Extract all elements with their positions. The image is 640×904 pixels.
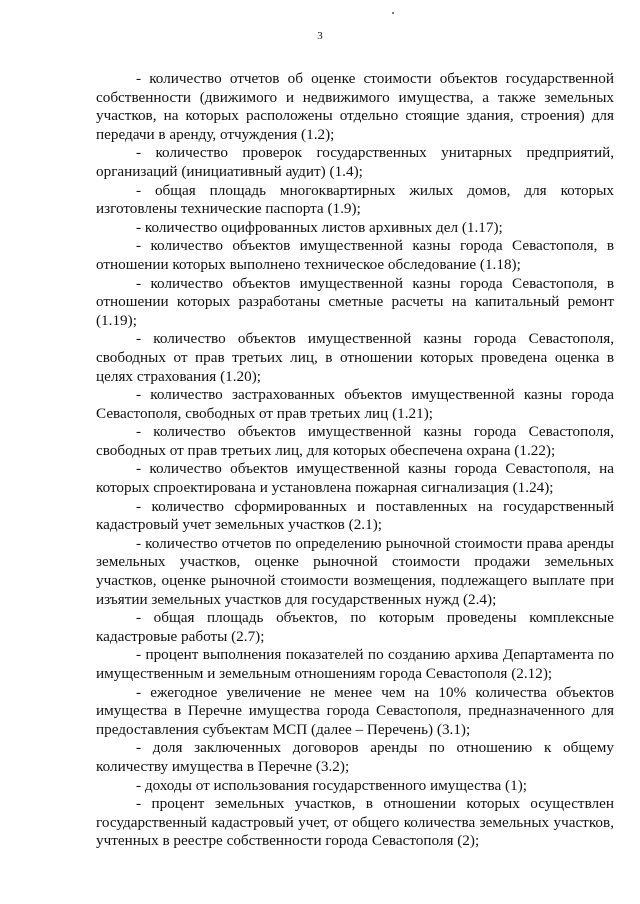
list-item: - доходы от использования государственного имущества (1); <box>136 776 527 794</box>
list-item: - процент выполнения показателей по созданию архива Департамента по имущественным и земельным отношениям города Севастополя (2.12); <box>96 646 614 682</box>
list-item: - количество объектов имущественной казны города Севастополя, в отношении которых выполнено техническое обследование (1.18); <box>96 237 614 273</box>
list-item: - количество застрахованных объектов имущественной казны города Севастополя, свободных от прав третьих лиц (1.21); <box>96 386 614 422</box>
scan-dot <box>392 12 394 14</box>
list-item: - количество оцифрованных листов архивных дел (1.17); <box>136 218 503 236</box>
list-item: - количество объектов имущественной казны города Севастополя, на которых спроектирована и установлена пожарная сигнализация (1.24); <box>96 460 614 497</box>
list-item: - количество объектов имущественной казны города Севастополя, свободных от прав третьих лиц, в отношении которых проведена оценка в целях страхования (1.20); <box>96 330 614 385</box>
list-item: - ежегодное увеличение не менее чем на 10% количества объектов имущества в Перечне имущества города Севастополя, предназначенного для предоставления субъектам МСП (далее – Перечень) (3.1); <box>96 683 614 738</box>
list-item: - количество объектов имущественной казны города Севастополя, в отношении которых разработаны сметные расчеты на капитальный ремонт (1.19); <box>96 274 614 329</box>
list-item: - количество отчетов по определению рыночной стоимости права аренды земельных участков, оценке рыночной стоимости продажи земельных участков, оценке рыночной стоимости возмещения, подлежащего выплате при изъятии земельных участков для государственных нужд (2.4); <box>96 534 614 608</box>
list-item: - общая площадь объектов, по которым проведены комплексные кадастровые работы (2.7); <box>96 609 614 645</box>
list-item: - количество отчетов об оценке стоимости объектов государственной собственности (движимого и недвижимого имущества, а также земельных участков, на которых расположены отдельно стоящие здания, строения) для передачи в аренду, отчуждения (1.2); <box>96 70 614 143</box>
indicator-list <box>96 70 614 851</box>
list-item: - общая площадь многоквартирных жилых домов, для которых изготовлены технические паспорта (1.9); <box>96 181 614 218</box>
list-item: - процент земельных участков, в отношении которых осуществлен государственный кадастровый учет, от общего количества земельных участков, учтенных в реестре собственности города Севастополя (2); <box>96 795 614 850</box>
page-number: 3 <box>317 30 323 42</box>
list-item: - количество проверок государственных унитарных предприятий, организаций (инициативный аудит) (1.4); <box>96 144 614 180</box>
list-item: - доля заключенных договоров аренды по отношению к общему количеству имущества в Перечне (3.2); <box>96 739 614 775</box>
list-item: - количество сформированных и поставленных на государственный кадастровый учет земельных участков (2.1); <box>96 497 614 534</box>
list-item: - количество объектов имущественной казны города Севастополя, свободных от прав третьих лиц, для которых обеспечена охрана (1.22); <box>96 423 614 459</box>
